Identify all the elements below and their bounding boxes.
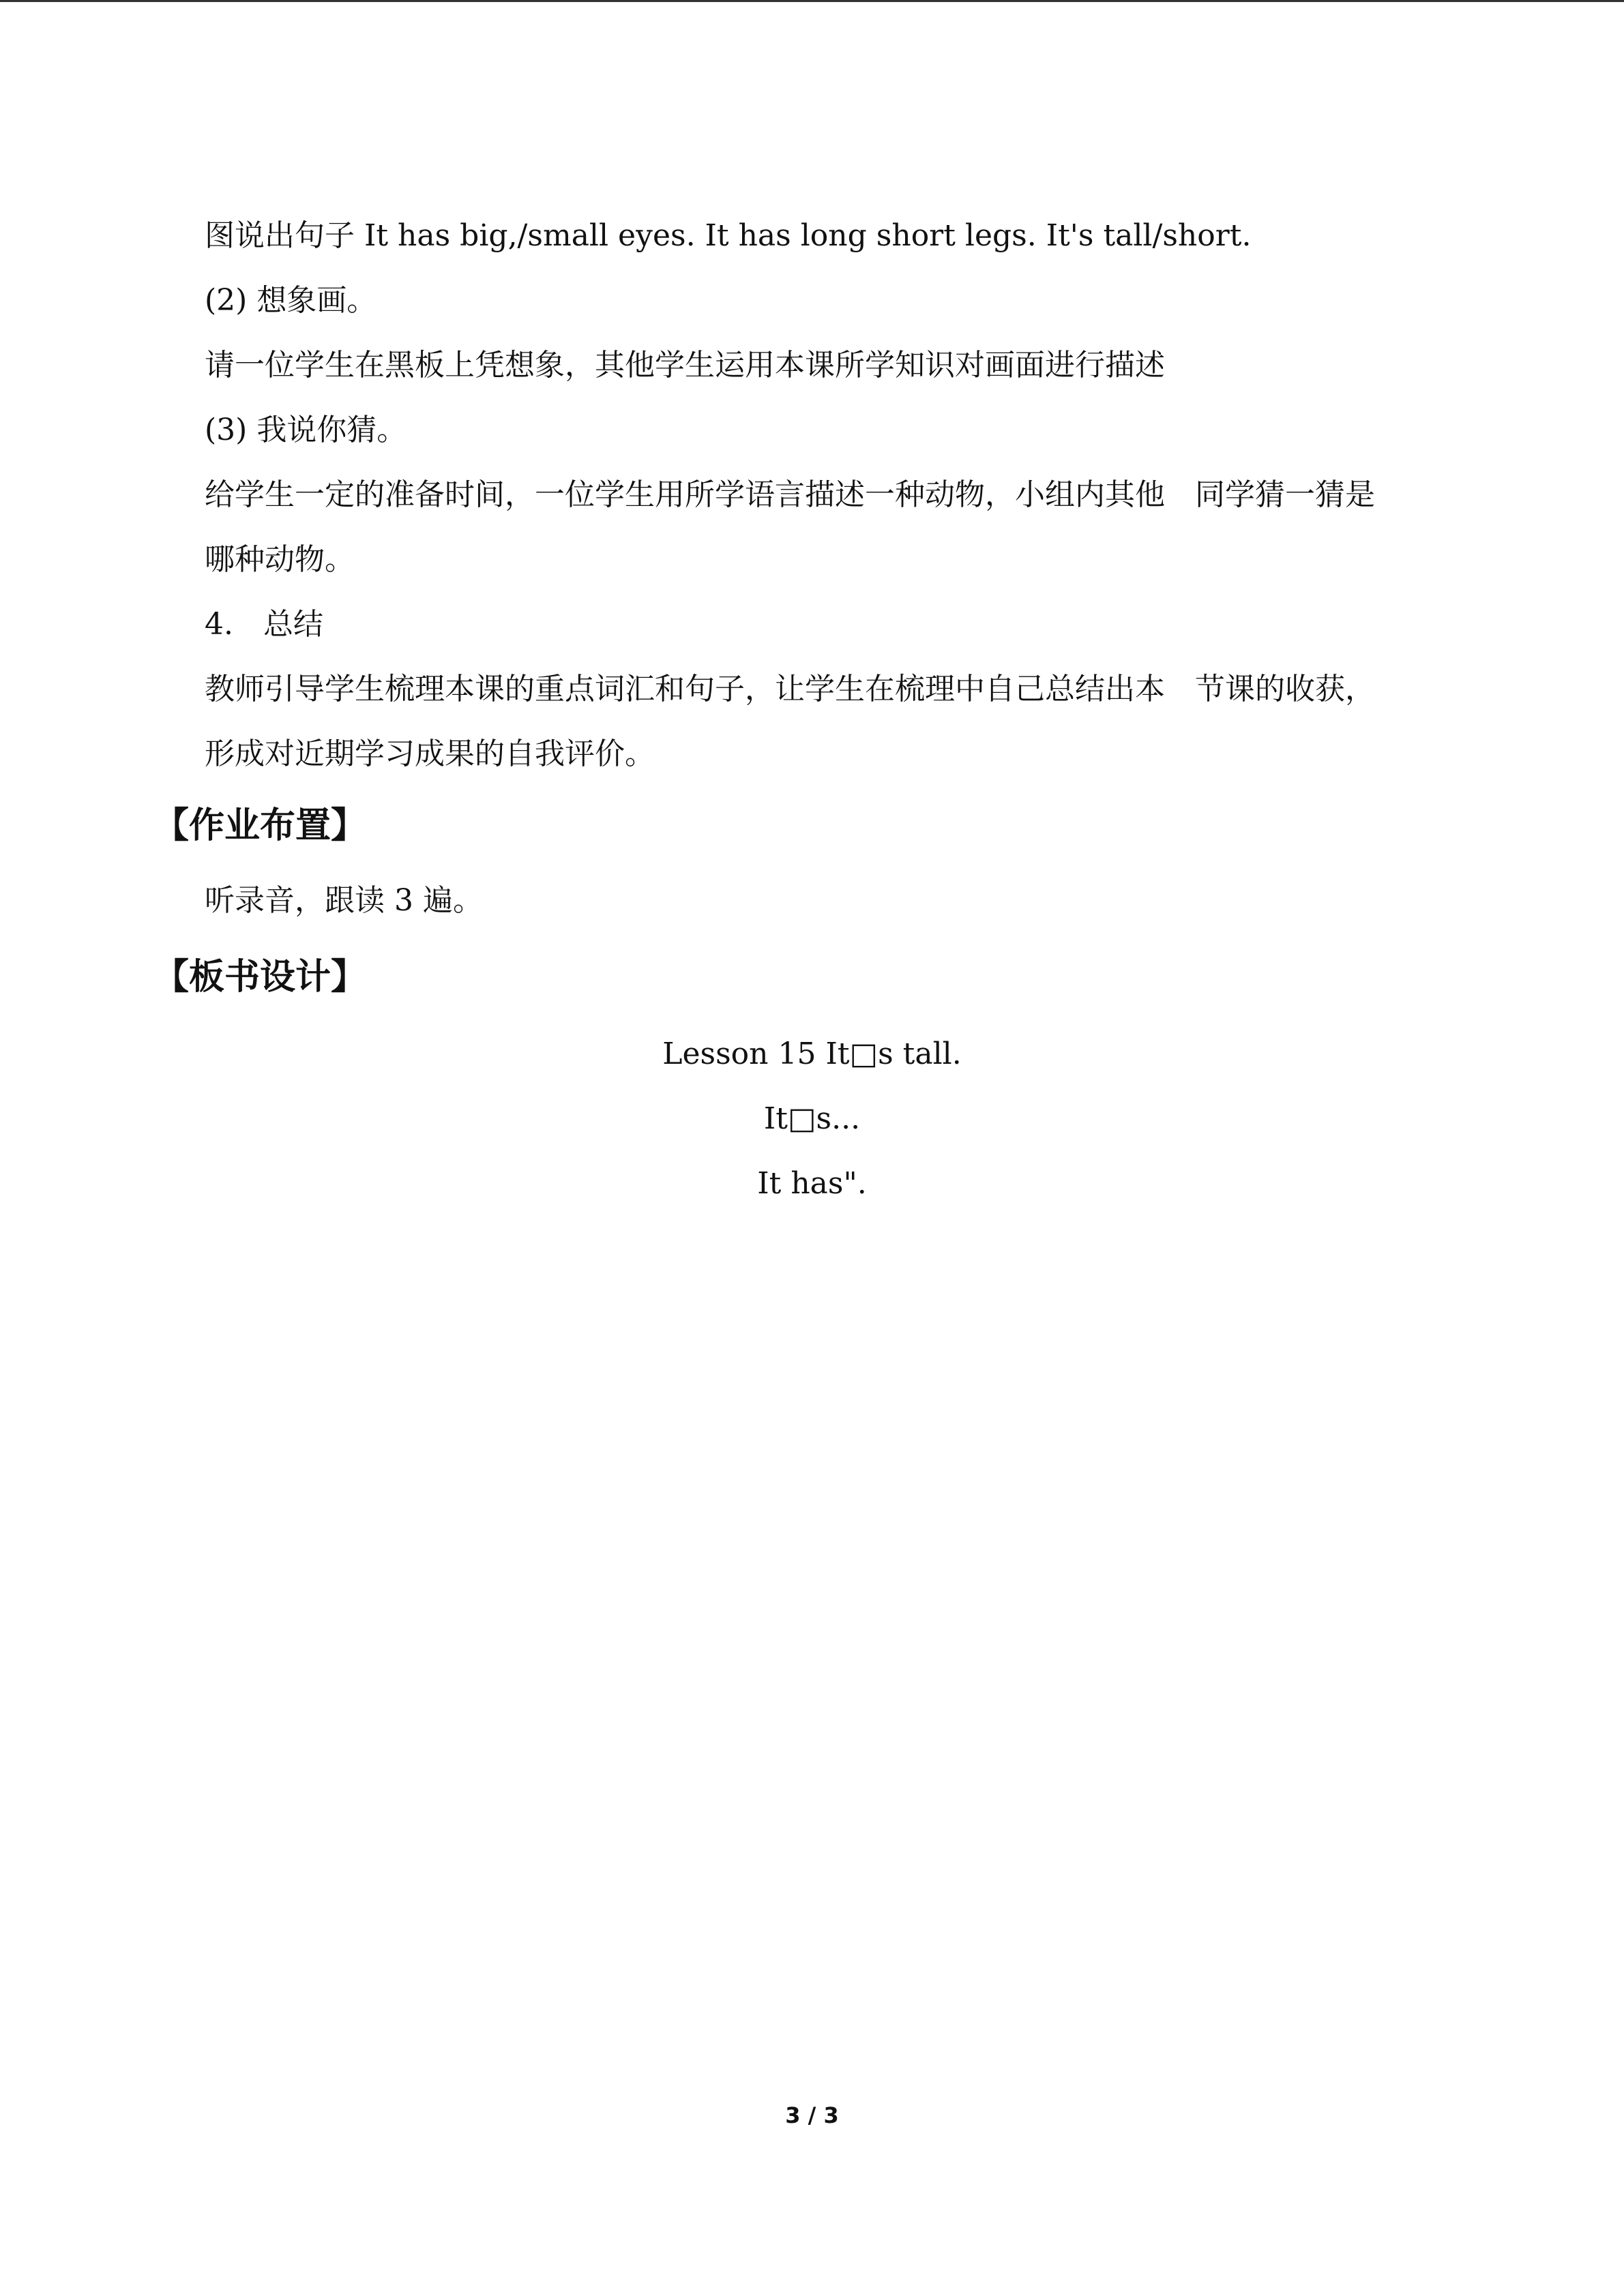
body-line: 给学生一定的准备时间，一位学生用所学语言描述一种动物，小组内其他 同学猜一猜是: [205, 477, 1375, 512]
homework-text: 听录音，跟读 3 遍。: [205, 883, 483, 918]
board-line-it-has: It has".: [757, 1166, 867, 1201]
body-line: 教师引导学生梳理本课的重点词汇和句子，让学生在梳理中自己总结出本 节课的收获，: [205, 672, 1375, 706]
homework-heading: 【作业布置】: [153, 805, 367, 846]
body-line: (2) 想象画。: [205, 283, 377, 318]
board-line-lesson-title: Lesson 15 It□s tall.: [662, 1037, 962, 1071]
body-line: (3) 我说你猜。: [205, 413, 407, 447]
body-line: 4. 总结: [205, 607, 323, 642]
board-line-its: It□s...: [763, 1101, 861, 1136]
body-text: [205, 203, 1487, 786]
page-number: 3 / 3: [785, 2102, 839, 2128]
body-line: 形成对近期学习成果的自我评价。: [205, 736, 655, 771]
body-line: 请一位学生在黑板上凭想象，其他学生运用本课所学知识对画面进行描述: [205, 348, 1165, 383]
body-line: 哪种动物。: [205, 542, 355, 577]
board-design-heading: 【板书设计】: [153, 956, 367, 998]
body-line: 图说出句子 It has big,/small eyes. It has long short legs. It's tall/short.: [205, 218, 1252, 253]
